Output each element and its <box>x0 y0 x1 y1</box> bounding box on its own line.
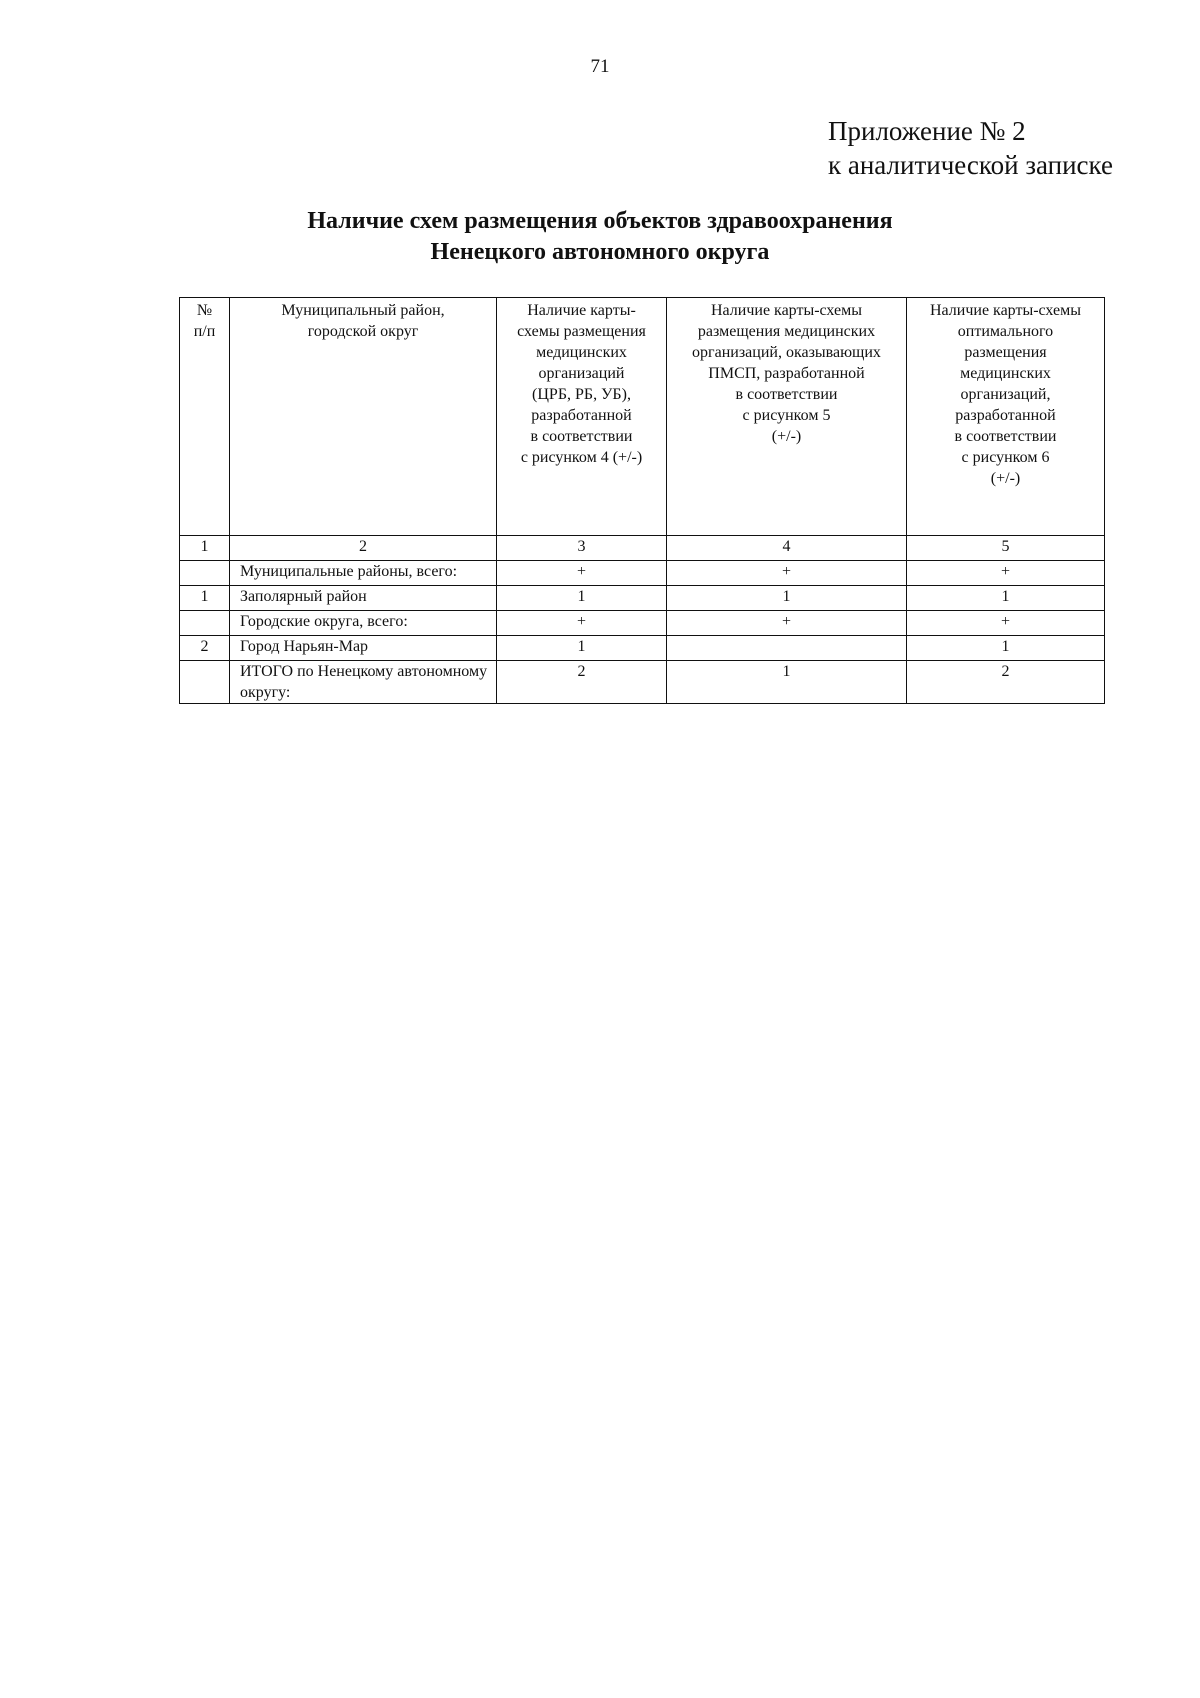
cell-map-optimal: 2 <box>907 661 1105 704</box>
page-number: 71 <box>590 56 610 77</box>
table-row <box>180 636 1105 661</box>
header-map-pmsp: Наличие карты-схемы размещения медицинских организаций, оказывающих ПМСП, разработанной в соответствии с рисунком 5 (+/-) <box>667 298 907 536</box>
cell-map-pmsp: 1 <box>667 661 907 704</box>
cell-map-crb: + <box>497 611 667 636</box>
row-number: 1 <box>180 586 230 611</box>
cell-map-crb: + <box>497 561 667 586</box>
table-row <box>180 611 1105 636</box>
row-name: ИТОГО по Ненецкому автономному округу: <box>230 661 497 704</box>
column-index: 1 <box>180 536 230 561</box>
appendix-line-2: к аналитической записке <box>828 150 1113 180</box>
row-number <box>180 561 230 586</box>
column-index: 4 <box>667 536 907 561</box>
appendix-line-1: Приложение № 2 <box>828 116 1026 146</box>
header-number: № п/п <box>180 298 230 536</box>
row-name: Городские округа, всего: <box>230 611 497 636</box>
row-number: 2 <box>180 636 230 661</box>
column-index: 2 <box>230 536 497 561</box>
cell-map-optimal: 1 <box>907 586 1105 611</box>
header-map-crb: Наличие карты- схемы размещения медицинских организаций (ЦРБ, РБ, УБ), разработанной в соответствии с рисунком 4 (+/-) <box>497 298 667 536</box>
cell-map-optimal: 1 <box>907 636 1105 661</box>
cell-map-crb: 1 <box>497 636 667 661</box>
column-index: 5 <box>907 536 1105 561</box>
cell-map-crb: 2 <box>497 661 667 704</box>
cell-map-crb: 1 <box>497 586 667 611</box>
cell-map-optimal: + <box>907 561 1105 586</box>
column-index-row <box>180 536 1105 561</box>
column-index: 3 <box>497 536 667 561</box>
cell-map-pmsp: + <box>667 561 907 586</box>
row-name: Муниципальные районы, всего: <box>230 561 497 586</box>
row-name: Город Нарьян-Мар <box>230 636 497 661</box>
table-row <box>180 561 1105 586</box>
title-line-1: Наличие схем размещения объектов здравоохранения <box>307 208 893 234</box>
row-number <box>180 661 230 704</box>
row-number <box>180 611 230 636</box>
cell-map-optimal: + <box>907 611 1105 636</box>
title-line-2: Ненецкого автономного округа <box>430 239 770 265</box>
cell-map-pmsp: 1 <box>667 586 907 611</box>
header-map-optimal: Наличие карты-схемы оптимального размещения медицинских организаций, разработанной в соответствии с рисунком 6 (+/-) <box>907 298 1105 536</box>
table-header-row <box>180 298 1105 536</box>
appendix-note <box>828 114 1113 182</box>
table-row <box>180 586 1105 611</box>
facilities-table <box>179 297 1105 704</box>
cell-map-pmsp: + <box>667 611 907 636</box>
table-row-total <box>180 661 1105 704</box>
cell-map-pmsp <box>667 636 907 661</box>
row-name: Заполярный район <box>230 586 497 611</box>
document-title <box>0 206 1200 268</box>
header-district: Муниципальный район, городской округ <box>230 298 497 536</box>
